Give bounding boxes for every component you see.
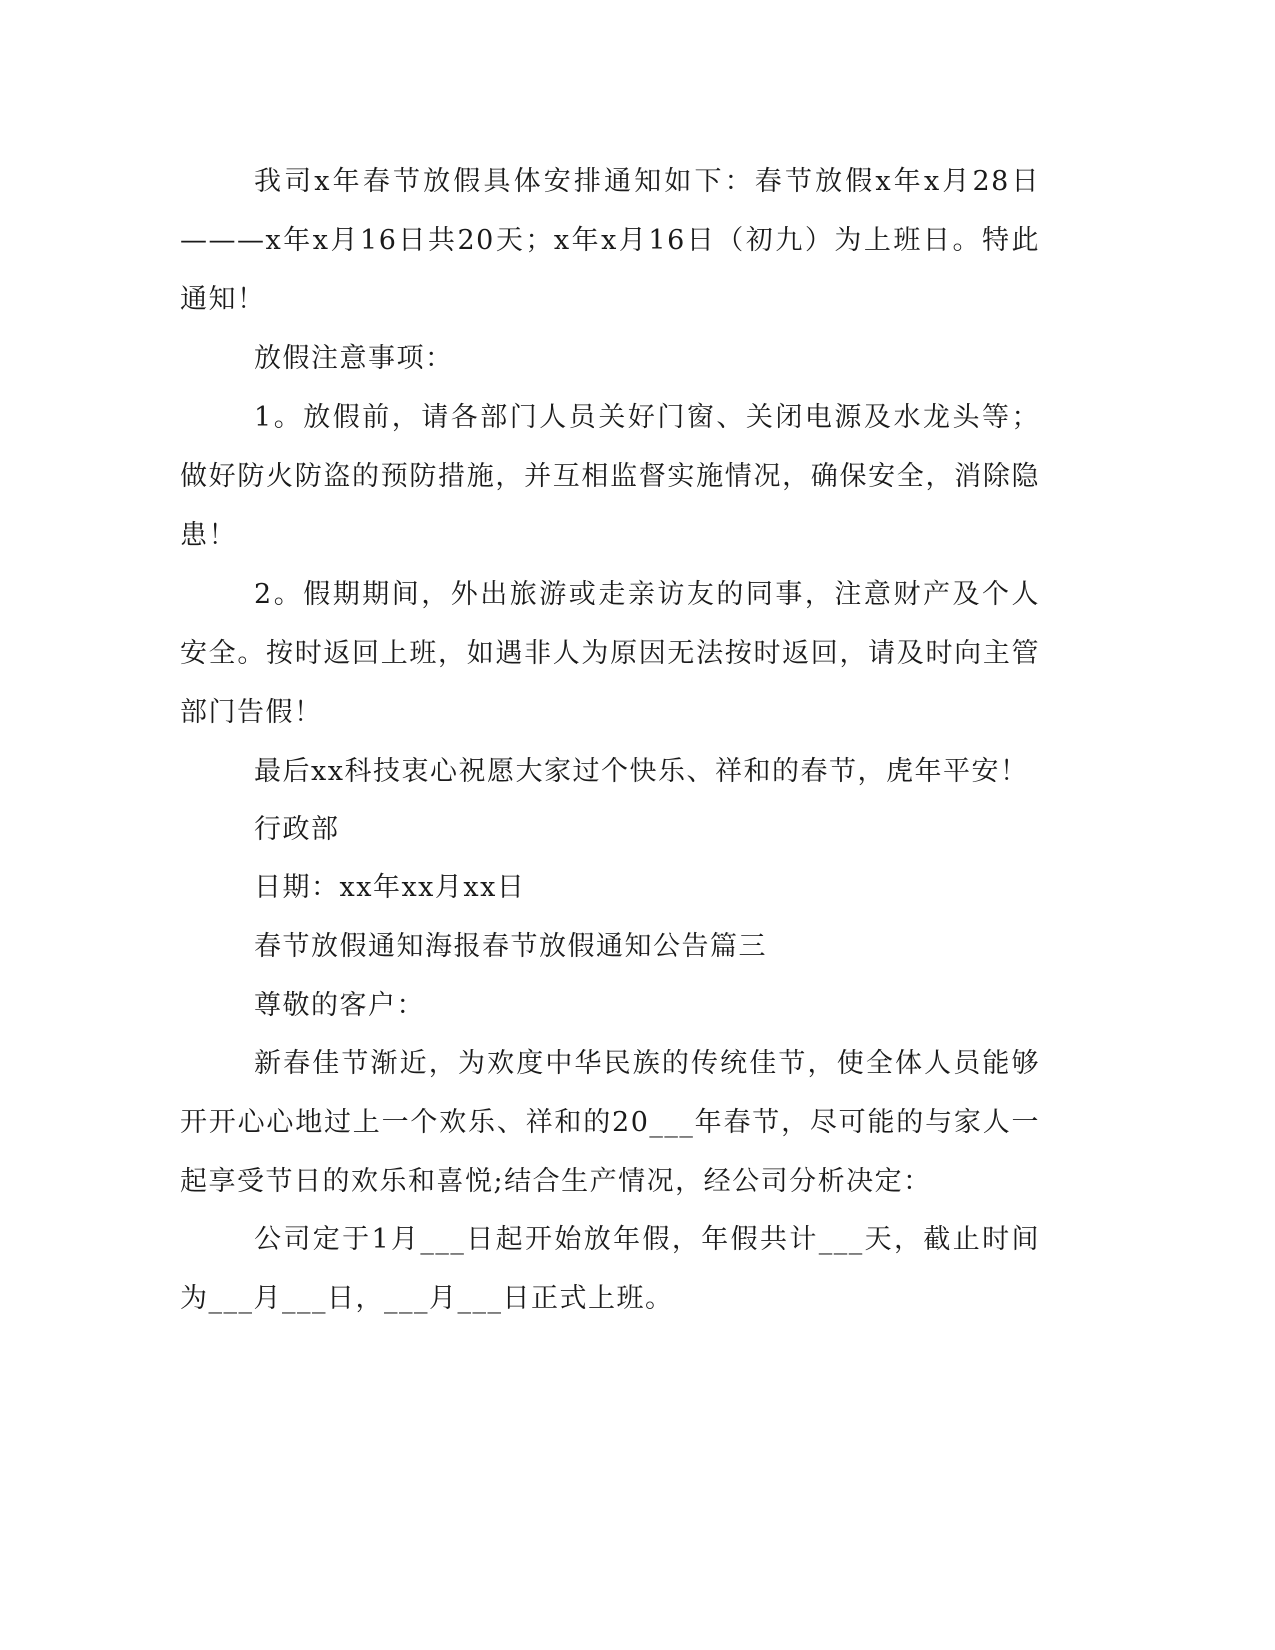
notice-paragraph: 我司x年春节放假具体安排通知如下：春节放假x年x月28日———x年x月16日共20天；x年x月16日（初九）为上班日。特此通知！	[180, 166, 1040, 315]
precaution-item-1: 1。放假前，请各部门人员关好门窗、关闭电源及水龙头等；做好防火防盗的预防措施，并互相监督实施情况，确保安全，消除隐患！	[180, 402, 1040, 551]
holiday-schedule-paragraph: 公司定于1月___日起开始放年假，年假共计___天，截止时间为___月___日，___月___日正式上班。	[180, 1224, 1040, 1314]
section-title: 春节放假通知海报春节放假通知公告篇三	[254, 931, 767, 962]
salutation: 尊敬的客户：	[254, 990, 425, 1021]
closing-wishes: 最后xx科技衷心祝愿大家过个快乐、祥和的春节，虎年平安！	[254, 756, 1029, 787]
precautions-heading: 放假注意事项：	[254, 343, 454, 374]
intro-paragraph: 新春佳节渐近，为欢度中华民族的传统佳节，使全体人员能够开开心心地过上一个欢乐、祥和的20___年春节，尽可能的与家人一起享受节日的欢乐和喜悦;结合生产情况，经公司分析决定：	[180, 1048, 1040, 1197]
department-signature: 行政部	[254, 814, 340, 845]
precaution-item-2: 2。假期期间，外出旅游或走亲访友的同事，注意财产及个人安全。按时返回上班，如遇非人为原因无法按时返回，请及时向主管部门告假！	[180, 579, 1040, 728]
date-line: 日期：xx年xx月xx日	[254, 872, 526, 903]
